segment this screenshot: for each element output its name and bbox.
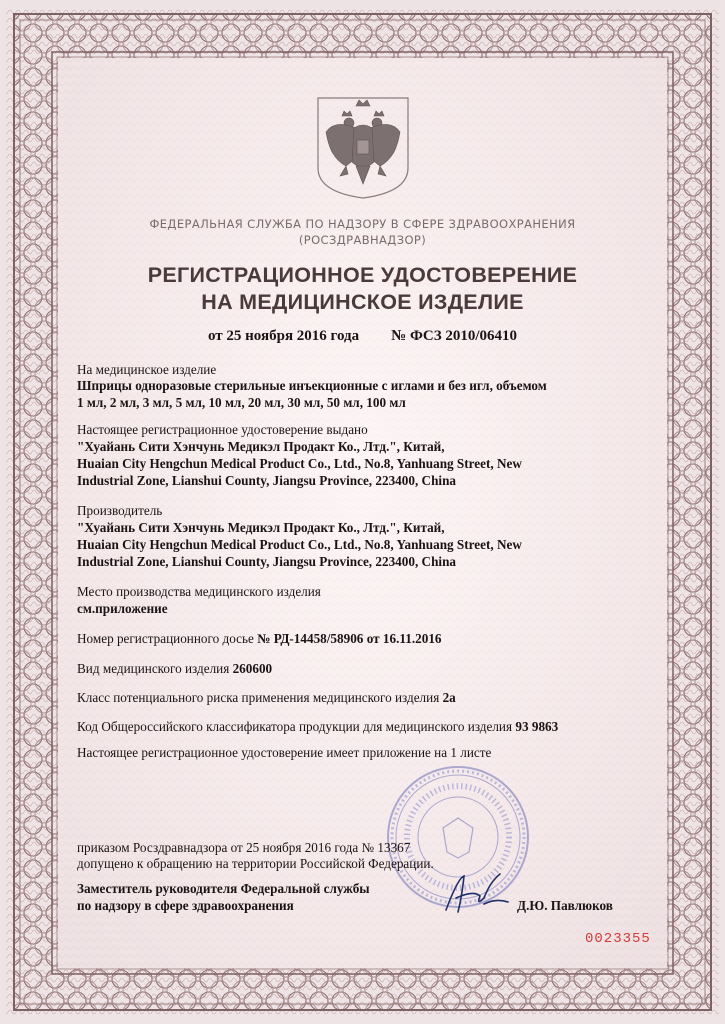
- document-title: РЕГИСТРАЦИОННОЕ УДОСТОВЕРЕНИЕ: [147, 263, 578, 287]
- signatory-title-line2: по надзору в сфере здравоохранения: [77, 898, 294, 913]
- order-line1: приказом Росздравнадзора от 25 ноября 2016 года № 13367: [77, 840, 411, 855]
- date-and-number: [60, 328, 665, 345]
- manufacturer-label: Производитель: [77, 503, 163, 518]
- okp-label: Код Общероссийского классификатора продукции для медицинского изделия: [77, 719, 516, 734]
- okp-value: 93 9863: [515, 719, 559, 734]
- issued-line3: Industrial Zone, Lianshui County, Jiangsu Province, 223400, China: [77, 473, 456, 488]
- manufacturer-line1: "Хуайань Сити Хэнчунь Медикэл Продакт Ко., Лтд.", Китай,: [77, 520, 445, 535]
- device-label: На медицинское изделие: [77, 362, 217, 377]
- kind-row: [77, 660, 272, 677]
- signatory-name: Д.Ю. Павлюков: [517, 898, 613, 913]
- serial-number: 0023355: [585, 931, 651, 947]
- device-name-line1: Шприцы одноразовые стерильные инъекционные с иглами и без игл, объемом: [77, 378, 547, 393]
- production-label: Место производства медицинского изделия: [77, 584, 321, 599]
- document-subtitle: НА МЕДИЦИНСКОЕ ИЗДЕЛИЕ: [201, 290, 524, 314]
- handwritten-signature-icon: [440, 868, 512, 918]
- agency-abbreviation: (РОСЗДРАВНАДЗОР): [298, 233, 427, 247]
- agency-name: ФЕДЕРАЛЬНАЯ СЛУЖБА ПО НАДЗОРУ В СФЕРЕ ЗДРАВООХРАНЕНИЯ: [149, 217, 576, 231]
- production-value: см.приложение: [77, 601, 168, 616]
- dossier-label: Номер регистрационного досье: [77, 631, 258, 646]
- dossier-value: № РД-14458/58906 от 16.11.2016: [257, 631, 442, 646]
- manufacturer-line2: Huaian City Hengchun Medical Product Co., Ltd., No.8, Yanhuang Street, New: [77, 537, 522, 552]
- certificate-number: № ФСЗ 2010/06410: [391, 328, 518, 344]
- kind-value: 260600: [232, 661, 273, 676]
- dossier-row: [77, 630, 442, 647]
- issue-date: от 25 ноября 2016 года: [207, 328, 360, 344]
- risk-value: 2а: [442, 690, 456, 705]
- manufacturer-line3: Industrial Zone, Lianshui County, Jiangsu Province, 223400, China: [77, 554, 456, 569]
- signatory-title-line1: Заместитель руководителя Федеральной службы: [77, 881, 370, 896]
- okp-row: [77, 718, 558, 735]
- kind-label: Вид медицинского изделия: [77, 661, 233, 676]
- risk-row: [77, 689, 456, 706]
- issued-line1: "Хуайань Сити Хэнчунь Медикэл Продакт Ко., Лтд.", Китай,: [77, 439, 445, 454]
- risk-label: Класс потенциального риска применения медицинского изделия: [77, 690, 443, 705]
- order-line2: допущено к обращению на территории Российской Федерации.: [77, 856, 434, 871]
- issued-label: Настоящее регистрационное удостоверение выдано: [77, 422, 368, 437]
- double-headed-eagle-emblem-icon: [316, 96, 410, 200]
- issued-line2: Huaian City Hengchun Medical Product Co., Ltd., No.8, Yanhuang Street, New: [77, 456, 522, 471]
- device-name-line2: 1 мл, 2 мл, 3 мл, 5 мл, 10 мл, 20 мл, 30 мл, 50 мл, 100 мл: [77, 395, 406, 410]
- appendix-note: Настоящее регистрационное удостоверение имеет приложение на 1 листе: [77, 745, 492, 760]
